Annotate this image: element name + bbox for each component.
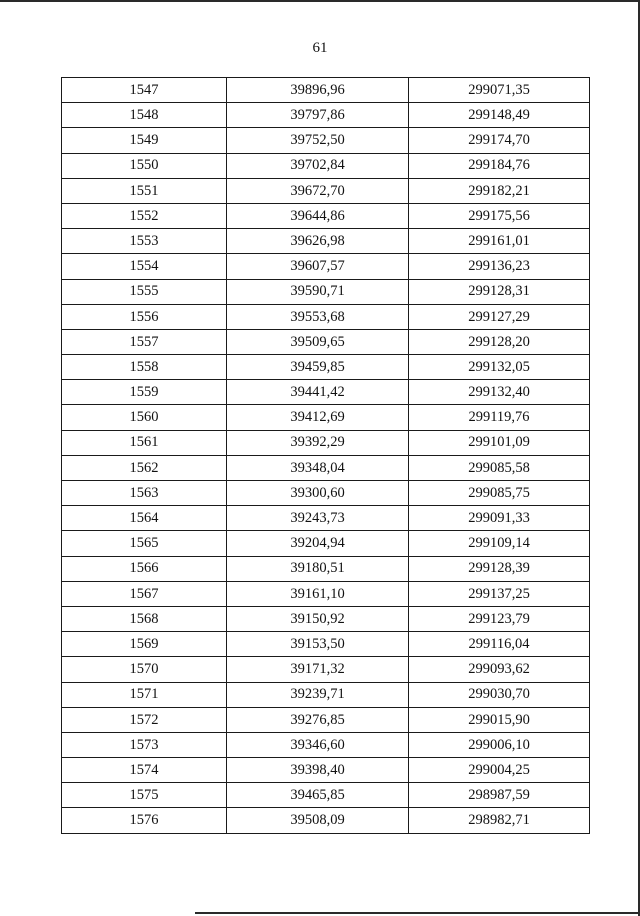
point-number-cell: 1561 xyxy=(62,430,227,455)
x-coordinate-cell: 39180,51 xyxy=(227,556,409,581)
x-coordinate-cell: 39702,84 xyxy=(227,153,409,178)
point-number-cell: 1564 xyxy=(62,506,227,531)
x-coordinate-cell: 39509,65 xyxy=(227,329,409,354)
coordinates-table-body xyxy=(62,78,590,834)
x-coordinate-cell: 39412,69 xyxy=(227,405,409,430)
x-coordinate-cell: 39644,86 xyxy=(227,203,409,228)
x-coordinate-cell: 39508,09 xyxy=(227,808,409,833)
table-row xyxy=(62,279,590,304)
point-number-cell: 1556 xyxy=(62,304,227,329)
y-coordinate-cell: 299174,70 xyxy=(409,128,590,153)
point-number-cell: 1569 xyxy=(62,632,227,657)
table-row xyxy=(62,178,590,203)
table-row xyxy=(62,808,590,833)
point-number-cell: 1570 xyxy=(62,657,227,682)
x-coordinate-cell: 39626,98 xyxy=(227,229,409,254)
point-number-cell: 1568 xyxy=(62,606,227,631)
point-number-cell: 1551 xyxy=(62,178,227,203)
table-row xyxy=(62,657,590,682)
point-number-cell: 1552 xyxy=(62,203,227,228)
x-coordinate-cell: 39300,60 xyxy=(227,481,409,506)
point-number-cell: 1571 xyxy=(62,682,227,707)
point-number-cell: 1555 xyxy=(62,279,227,304)
x-coordinate-cell: 39171,32 xyxy=(227,657,409,682)
table-row xyxy=(62,783,590,808)
x-coordinate-cell: 39161,10 xyxy=(227,581,409,606)
point-number-cell: 1554 xyxy=(62,254,227,279)
y-coordinate-cell: 299006,10 xyxy=(409,732,590,757)
coordinates-table xyxy=(61,77,590,834)
page-number: 61 xyxy=(312,40,328,56)
table-row xyxy=(62,481,590,506)
y-coordinate-cell: 299128,20 xyxy=(409,329,590,354)
x-coordinate-cell: 39553,68 xyxy=(227,304,409,329)
y-coordinate-cell: 299132,40 xyxy=(409,380,590,405)
y-coordinate-cell: 299093,62 xyxy=(409,657,590,682)
point-number-cell: 1558 xyxy=(62,355,227,380)
y-coordinate-cell: 299161,01 xyxy=(409,229,590,254)
point-number-cell: 1563 xyxy=(62,481,227,506)
table-row xyxy=(62,203,590,228)
table-row xyxy=(62,531,590,556)
x-coordinate-cell: 39797,86 xyxy=(227,103,409,128)
y-coordinate-cell: 298987,59 xyxy=(409,783,590,808)
x-coordinate-cell: 39150,92 xyxy=(227,606,409,631)
table-row xyxy=(62,581,590,606)
table-row xyxy=(62,128,590,153)
table-row xyxy=(62,153,590,178)
point-number-cell: 1560 xyxy=(62,405,227,430)
table-row xyxy=(62,455,590,480)
point-number-cell: 1549 xyxy=(62,128,227,153)
point-number-cell: 1559 xyxy=(62,380,227,405)
point-number-cell: 1567 xyxy=(62,581,227,606)
x-coordinate-cell: 39153,50 xyxy=(227,632,409,657)
x-coordinate-cell: 39243,73 xyxy=(227,506,409,531)
point-number-cell: 1566 xyxy=(62,556,227,581)
y-coordinate-cell: 299109,14 xyxy=(409,531,590,556)
table-row xyxy=(62,355,590,380)
table-row xyxy=(62,254,590,279)
y-coordinate-cell: 299123,79 xyxy=(409,606,590,631)
x-coordinate-cell: 39348,04 xyxy=(227,455,409,480)
table-row xyxy=(62,103,590,128)
table-row xyxy=(62,229,590,254)
point-number-cell: 1547 xyxy=(62,78,227,103)
table-row xyxy=(62,682,590,707)
table-row xyxy=(62,304,590,329)
x-coordinate-cell: 39459,85 xyxy=(227,355,409,380)
table-row xyxy=(62,732,590,757)
y-coordinate-cell: 299128,39 xyxy=(409,556,590,581)
y-coordinate-cell: 299184,76 xyxy=(409,153,590,178)
point-number-cell: 1557 xyxy=(62,329,227,354)
point-number-cell: 1553 xyxy=(62,229,227,254)
point-number-cell: 1573 xyxy=(62,732,227,757)
table-row xyxy=(62,78,590,103)
point-number-cell: 1574 xyxy=(62,758,227,783)
y-coordinate-cell: 299085,58 xyxy=(409,455,590,480)
x-coordinate-cell: 39590,71 xyxy=(227,279,409,304)
x-coordinate-cell: 39465,85 xyxy=(227,783,409,808)
x-coordinate-cell: 39896,96 xyxy=(227,78,409,103)
table-row xyxy=(62,405,590,430)
y-coordinate-cell: 299182,21 xyxy=(409,178,590,203)
point-number-cell: 1575 xyxy=(62,783,227,808)
table-row xyxy=(62,506,590,531)
page-edge-top xyxy=(0,0,640,2)
page-edge-bottom xyxy=(195,912,640,914)
table-row xyxy=(62,632,590,657)
y-coordinate-cell: 298982,71 xyxy=(409,808,590,833)
y-coordinate-cell: 299148,49 xyxy=(409,103,590,128)
x-coordinate-cell: 39276,85 xyxy=(227,707,409,732)
y-coordinate-cell: 299004,25 xyxy=(409,758,590,783)
table-row xyxy=(62,606,590,631)
point-number-cell: 1548 xyxy=(62,103,227,128)
table-row xyxy=(62,329,590,354)
x-coordinate-cell: 39607,57 xyxy=(227,254,409,279)
y-coordinate-cell: 299071,35 xyxy=(409,78,590,103)
x-coordinate-cell: 39239,71 xyxy=(227,682,409,707)
table-row xyxy=(62,380,590,405)
y-coordinate-cell: 299116,04 xyxy=(409,632,590,657)
y-coordinate-cell: 299128,31 xyxy=(409,279,590,304)
x-coordinate-cell: 39441,42 xyxy=(227,380,409,405)
y-coordinate-cell: 299015,90 xyxy=(409,707,590,732)
table-row xyxy=(62,430,590,455)
y-coordinate-cell: 299137,25 xyxy=(409,581,590,606)
point-number-cell: 1572 xyxy=(62,707,227,732)
x-coordinate-cell: 39346,60 xyxy=(227,732,409,757)
point-number-cell: 1565 xyxy=(62,531,227,556)
point-number-cell: 1550 xyxy=(62,153,227,178)
x-coordinate-cell: 39672,70 xyxy=(227,178,409,203)
y-coordinate-cell: 299132,05 xyxy=(409,355,590,380)
y-coordinate-cell: 299119,76 xyxy=(409,405,590,430)
y-coordinate-cell: 299127,29 xyxy=(409,304,590,329)
table-row xyxy=(62,758,590,783)
y-coordinate-cell: 299175,56 xyxy=(409,203,590,228)
x-coordinate-cell: 39204,94 xyxy=(227,531,409,556)
point-number-cell: 1576 xyxy=(62,808,227,833)
y-coordinate-cell: 299101,09 xyxy=(409,430,590,455)
y-coordinate-cell: 299085,75 xyxy=(409,481,590,506)
x-coordinate-cell: 39752,50 xyxy=(227,128,409,153)
y-coordinate-cell: 299091,33 xyxy=(409,506,590,531)
point-number-cell: 1562 xyxy=(62,455,227,480)
x-coordinate-cell: 39392,29 xyxy=(227,430,409,455)
x-coordinate-cell: 39398,40 xyxy=(227,758,409,783)
table-row xyxy=(62,707,590,732)
table-row xyxy=(62,556,590,581)
y-coordinate-cell: 299030,70 xyxy=(409,682,590,707)
y-coordinate-cell: 299136,23 xyxy=(409,254,590,279)
